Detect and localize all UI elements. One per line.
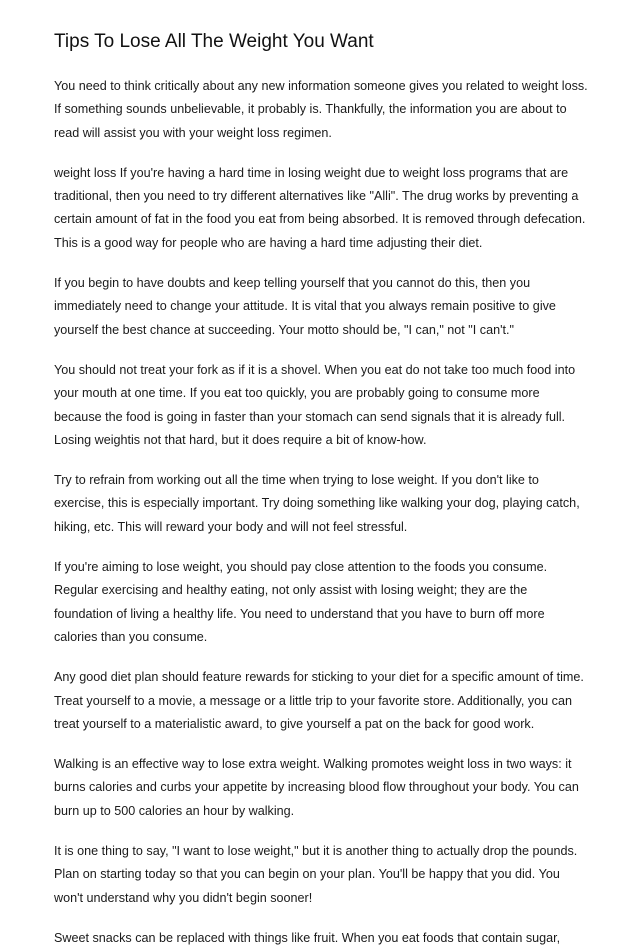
paragraph-working-out: Try to refrain from working out all the time when trying to lose weight. If you don't like to exercise, this is especially important. Try doing something like walking your dog, playing catch, hiking, etc. This will reward your body and will not feel stressful.: [54, 473, 580, 534]
paragraph-fork: You should not treat your fork as if it is a shovel. When you eat do not take too much food into your mouth at one time. If you eat too quickly, you are probably going to consume more because the food is going in faster than your stomach can send signals that it is already full. Losing weightis not that hard, but it does require a bit of know-how.: [54, 362, 576, 447]
paragraph-critical-thinking: You need to think critically about any new information someone gives you related to weight loss. If something sounds unbelievable, it probably is. Thankfully, the information you are about to read will assist you with your weight loss regimen.: [54, 79, 588, 140]
paragraph-alli: weight loss If you're having a hard time in losing weight due to weight loss programs that are traditional, then you need to try different alternatives like "Alli". The drug works by preventing a certain amount of fat in the food you eat from being absorbed. It is removed through defecation. This is a good way for people who are having a hard time adjusting their diet.: [54, 165, 586, 250]
paragraph-walking: Walking is an effective way to lose extra weight. Walking promotes weight loss in two ways: it burns calories and curbs your appetite by increasing blood flow throughout your body. You can burn up to 500 calories an hour by walking.: [54, 757, 579, 818]
paragraph-foods: If you're aiming to lose weight, you should pay close attention to the foods you consume. Regular exercising and healthy eating, not only assist with losing weight; they are the foundation of living a healthy life. You need to understand that you have to burn off more calories than you consume.: [54, 560, 548, 644]
paragraph-attitude: If you begin to have doubts and keep telling yourself that you cannot do this, then you immediately need to change your attitude. It is vital that you always remain positive to give yourself the best chance at succeeding. Your motto should be, "I can," not "I can't.": [54, 276, 556, 337]
paragraph-start-today: It is one thing to say, "I want to lose weight," but it is another thing to actually drop the pounds. Plan on starting today so that you can begin on your plan. You'll be happy that you did. You won't understand why you didn't begin sooner!: [54, 844, 578, 905]
paragraph-rewards: Any good diet plan should feature rewards for sticking to your diet for a specific amount of time. Treat yourself to a movie, a message or a little trip to your favorite store. Additionally, you can treat yourself to a materialistic award, to give yourself a pat on the back for good work.: [54, 670, 584, 731]
document-title: Tips To Lose All The Weight You Want: [54, 31, 374, 52]
paragraph-sweet-snacks: Sweet snacks can be replaced with things like fruit. When you eat foods that contain sugar,: [54, 930, 561, 945]
